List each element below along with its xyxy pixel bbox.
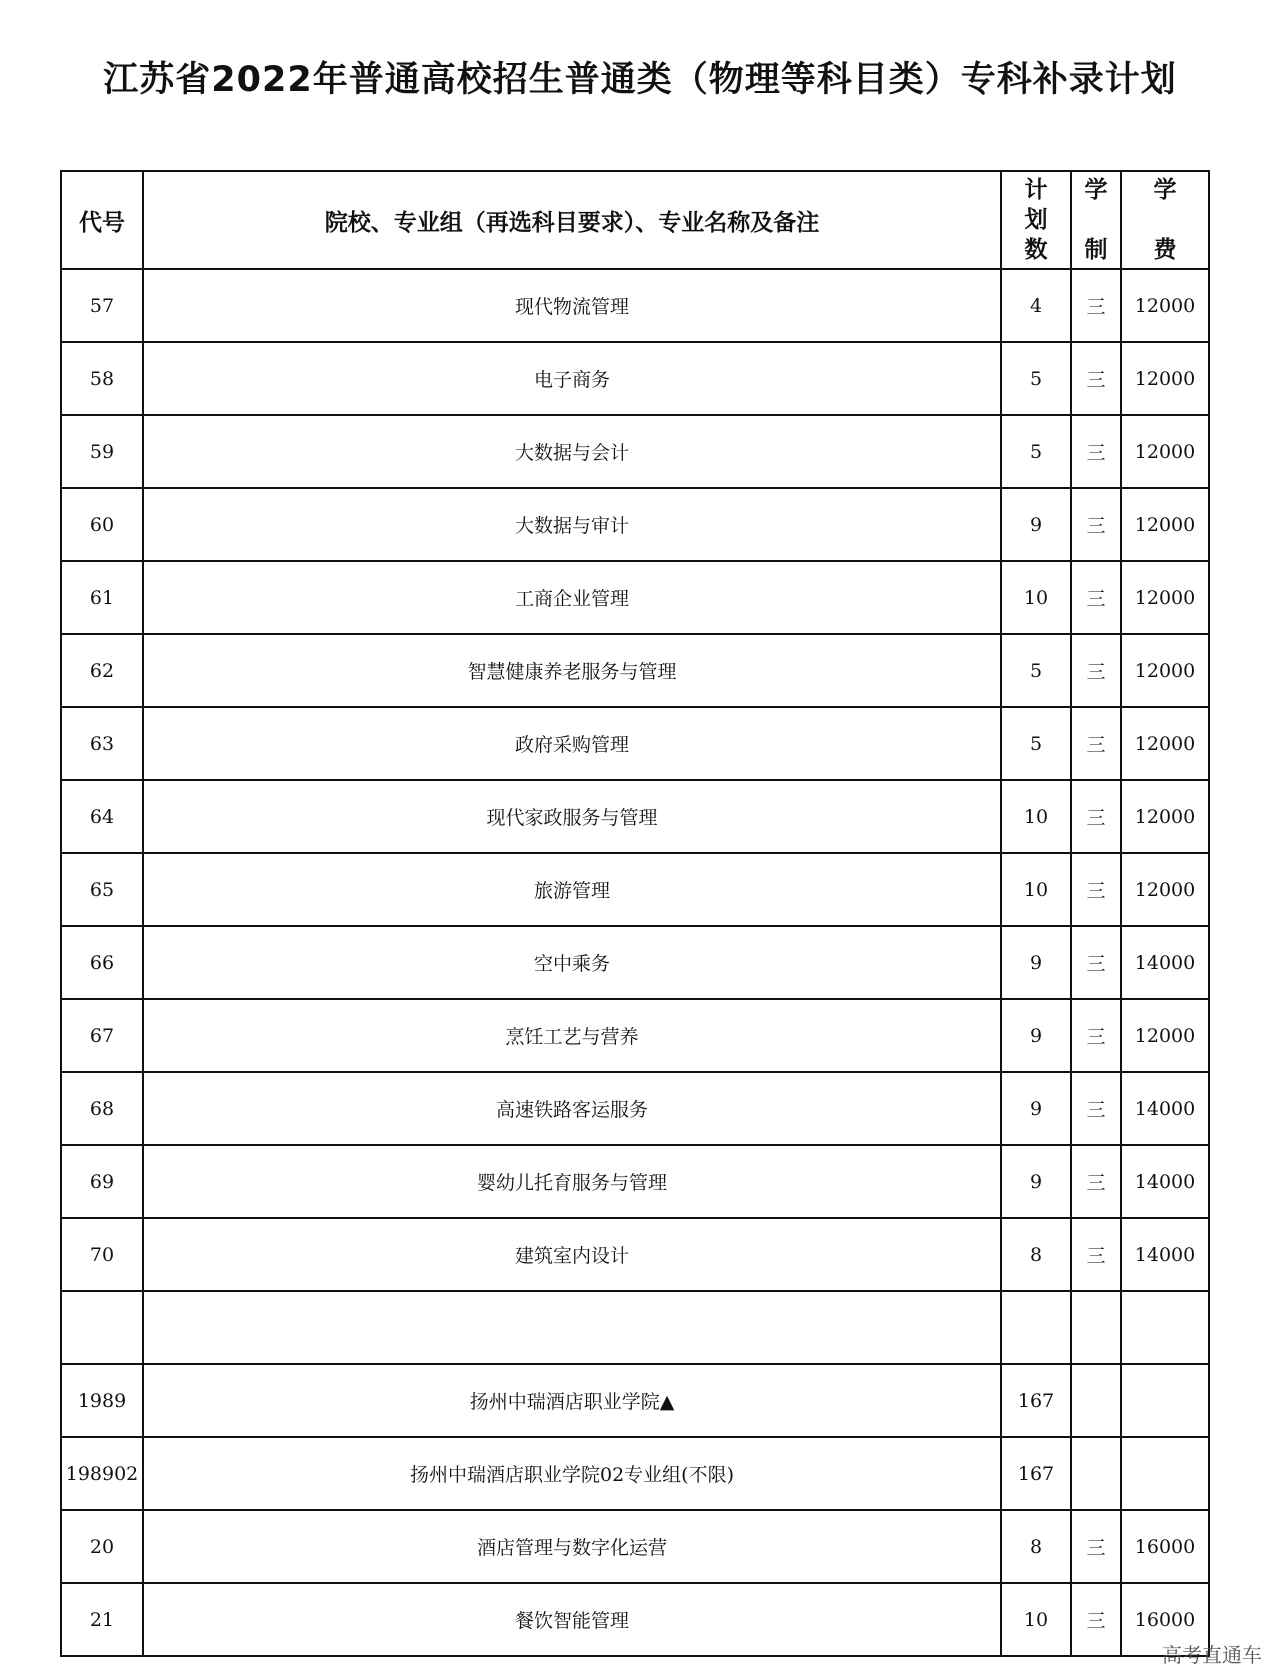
cell-code: 64: [61, 780, 143, 853]
cell-name: 现代物流管理: [143, 269, 1001, 342]
cell-years: 三: [1071, 269, 1121, 342]
table-row: [61, 1218, 1209, 1291]
header-years-line: 学: [1084, 177, 1108, 203]
table-row: [61, 1437, 1209, 1510]
cell-years: 三: [1071, 1510, 1121, 1583]
table-row: [61, 1072, 1209, 1145]
cell-fee: 12000: [1121, 999, 1209, 1072]
header-fee-line: 费: [1153, 237, 1177, 263]
table-row: [61, 342, 1209, 415]
cell-plan: 9: [1001, 1145, 1071, 1218]
cell-fee: 12000: [1121, 780, 1209, 853]
cell-fee: 12000: [1121, 634, 1209, 707]
cell-name: 酒店管理与数字化运营: [143, 1510, 1001, 1583]
cell-fee: [1121, 1364, 1209, 1437]
cell-code: 62: [61, 634, 143, 707]
cell-fee: 14000: [1121, 1072, 1209, 1145]
cell-name: 大数据与会计: [143, 415, 1001, 488]
cell-plan: 10: [1001, 561, 1071, 634]
table-row: [61, 488, 1209, 561]
cell-code: 20: [61, 1510, 143, 1583]
cell-fee: 12000: [1121, 269, 1209, 342]
cell-years: 三: [1071, 561, 1121, 634]
cell-years: 三: [1071, 1072, 1121, 1145]
cell-plan: 5: [1001, 342, 1071, 415]
cell-years: 三: [1071, 999, 1121, 1072]
plan-table-body: [61, 269, 1209, 1656]
cell-name: 现代家政服务与管理: [143, 780, 1001, 853]
header-years-line: 制: [1084, 237, 1108, 263]
cell-fee: [1121, 1291, 1209, 1364]
table-row: [61, 634, 1209, 707]
cell-years: 三: [1071, 1218, 1121, 1291]
header-years: [1071, 171, 1121, 269]
cell-years: [1071, 1437, 1121, 1510]
cell-fee: 12000: [1121, 488, 1209, 561]
cell-code: 65: [61, 853, 143, 926]
table-row: [61, 1291, 1209, 1364]
cell-code: 66: [61, 926, 143, 999]
cell-plan: 9: [1001, 488, 1071, 561]
header-name: 院校、专业组（再选科目要求）、专业名称及备注: [143, 171, 1001, 269]
cell-years: 三: [1071, 853, 1121, 926]
cell-code: 61: [61, 561, 143, 634]
cell-name: 烹饪工艺与营养: [143, 999, 1001, 1072]
cell-code: 70: [61, 1218, 143, 1291]
cell-fee: 12000: [1121, 707, 1209, 780]
cell-plan: 9: [1001, 926, 1071, 999]
watermark: 高考直通车: [1162, 1643, 1262, 1667]
cell-plan: 8: [1001, 1510, 1071, 1583]
cell-fee: 14000: [1121, 1145, 1209, 1218]
cell-code: 1989: [61, 1364, 143, 1437]
header-plan: [1001, 171, 1071, 269]
cell-plan: 8: [1001, 1218, 1071, 1291]
table-row: [61, 926, 1209, 999]
cell-fee: 14000: [1121, 926, 1209, 999]
cell-plan: [1001, 1291, 1071, 1364]
cell-name: 高速铁路客运服务: [143, 1072, 1001, 1145]
cell-plan: 5: [1001, 415, 1071, 488]
cell-code: 69: [61, 1145, 143, 1218]
cell-fee: 16000: [1121, 1510, 1209, 1583]
header-row: [61, 171, 1209, 269]
cell-fee: 14000: [1121, 1218, 1209, 1291]
cell-name: 工商企业管理: [143, 561, 1001, 634]
cell-name: 旅游管理: [143, 853, 1001, 926]
cell-fee: [1121, 1437, 1209, 1510]
cell-plan: 9: [1001, 999, 1071, 1072]
page-title: 江苏省2022年普通高校招生普通类（物理等科目类）专科补录计划: [103, 60, 1177, 100]
cell-years: 三: [1071, 634, 1121, 707]
cell-code: 59: [61, 415, 143, 488]
header-plan-line: 计: [1024, 177, 1048, 203]
cell-code: 63: [61, 707, 143, 780]
cell-fee: 12000: [1121, 561, 1209, 634]
cell-fee: 16000: [1121, 1583, 1209, 1656]
header-fee: [1121, 171, 1209, 269]
cell-years: 三: [1071, 780, 1121, 853]
cell-code: 57: [61, 269, 143, 342]
cell-code: 60: [61, 488, 143, 561]
plan-table: [60, 170, 1210, 1657]
cell-code: 68: [61, 1072, 143, 1145]
cell-name: [143, 1291, 1001, 1364]
cell-years: 三: [1071, 707, 1121, 780]
cell-plan: 5: [1001, 707, 1071, 780]
cell-plan: 167: [1001, 1364, 1071, 1437]
cell-years: 三: [1071, 926, 1121, 999]
cell-name: 扬州中瑞酒店职业学院02专业组(不限): [143, 1437, 1001, 1510]
cell-plan: 10: [1001, 1583, 1071, 1656]
table-row: [61, 853, 1209, 926]
cell-years: 三: [1071, 342, 1121, 415]
cell-plan: 9: [1001, 1072, 1071, 1145]
cell-years: [1071, 1291, 1121, 1364]
cell-code: 198902: [61, 1437, 143, 1510]
table-row: [61, 1510, 1209, 1583]
cell-plan: 5: [1001, 634, 1071, 707]
cell-years: [1071, 1364, 1121, 1437]
cell-name: 建筑室内设计: [143, 1218, 1001, 1291]
cell-plan: 10: [1001, 853, 1071, 926]
cell-plan: 167: [1001, 1437, 1071, 1510]
cell-name: 空中乘务: [143, 926, 1001, 999]
table-row: [61, 269, 1209, 342]
cell-name: 扬州中瑞酒店职业学院▲: [143, 1364, 1001, 1437]
cell-name: 餐饮智能管理: [143, 1583, 1001, 1656]
table-row: [61, 1145, 1209, 1218]
table-row: [61, 1364, 1209, 1437]
table-row: [61, 780, 1209, 853]
cell-fee: 12000: [1121, 342, 1209, 415]
table-row: [61, 1583, 1209, 1656]
cell-name: 电子商务: [143, 342, 1001, 415]
cell-years: 三: [1071, 415, 1121, 488]
cell-name: 政府采购管理: [143, 707, 1001, 780]
header-fee-line: 学: [1153, 177, 1177, 203]
cell-years: 三: [1071, 1583, 1121, 1656]
cell-code: 67: [61, 999, 143, 1072]
cell-years: 三: [1071, 1145, 1121, 1218]
table-row: [61, 561, 1209, 634]
cell-code: [61, 1291, 143, 1364]
cell-fee: 12000: [1121, 415, 1209, 488]
cell-code: 58: [61, 342, 143, 415]
header-plan-line: 数: [1024, 237, 1048, 263]
header-plan-line: 划: [1024, 207, 1048, 233]
cell-years: 三: [1071, 488, 1121, 561]
cell-code: 21: [61, 1583, 143, 1656]
table-row: [61, 707, 1209, 780]
cell-plan: 4: [1001, 269, 1071, 342]
table-row: [61, 415, 1209, 488]
cell-fee: 12000: [1121, 853, 1209, 926]
cell-name: 智慧健康养老服务与管理: [143, 634, 1001, 707]
table-row: [61, 999, 1209, 1072]
header-code: 代号: [61, 171, 143, 269]
cell-plan: 10: [1001, 780, 1071, 853]
cell-name: 大数据与审计: [143, 488, 1001, 561]
cell-name: 婴幼儿托育服务与管理: [143, 1145, 1001, 1218]
